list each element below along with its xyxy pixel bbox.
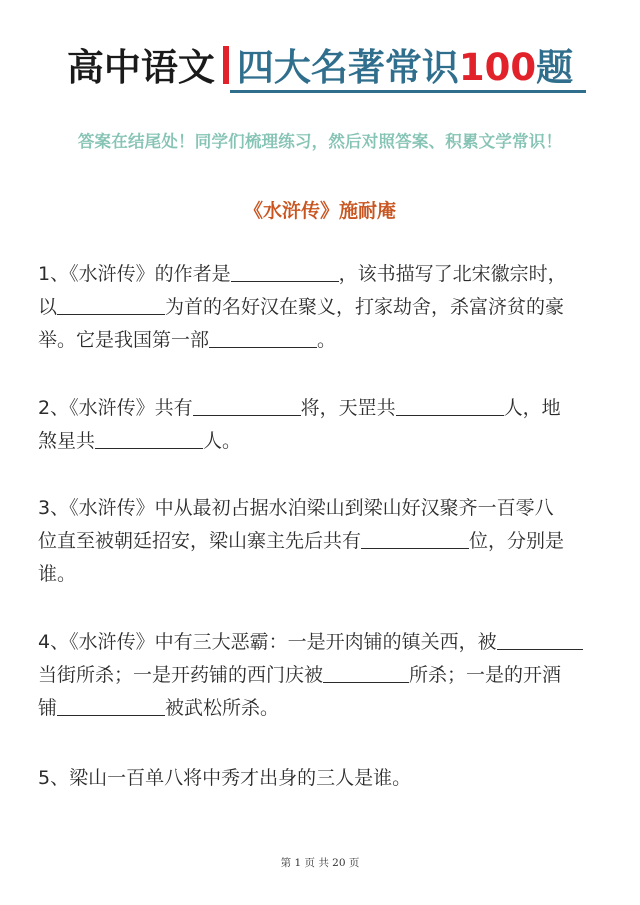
answer-blank[interactable] <box>95 426 203 449</box>
q1-text: 以 <box>38 296 58 318</box>
question-3 <box>38 492 608 591</box>
answer-blank[interactable] <box>361 526 469 549</box>
title-sub: 四大名著常识 <box>236 46 459 89</box>
page-footer: 第 1 页 共 20 页 <box>280 857 360 869</box>
question-5 <box>38 762 608 795</box>
q1-text: 举。它是我国第一部 <box>38 329 210 351</box>
q2-text: 将，天罡共 <box>300 397 396 419</box>
q1-text: 1、《水浒传》的作者是 <box>38 263 231 285</box>
title-number: 100 <box>458 46 537 89</box>
q2-text: 人。 <box>203 430 242 452</box>
section-title: 《水浒传》施耐庵 <box>243 200 396 222</box>
answer-blank[interactable] <box>57 292 165 315</box>
title-main: 高中语文 <box>66 46 215 89</box>
answer-blank[interactable] <box>193 393 301 416</box>
q4-text: 铺 <box>38 697 58 719</box>
page-title <box>0 42 640 94</box>
q1-text: 为首的名好汉在聚义，打家劫舍，杀富济贫的豪 <box>165 296 565 318</box>
q4-text: 所杀；一是的开酒 <box>409 664 562 686</box>
q5-text: 5、梁山一百单八将中秀才出身的三人是谁。 <box>38 767 412 789</box>
question-1 <box>38 258 608 357</box>
question-4 <box>38 626 608 725</box>
answer-blank[interactable] <box>396 393 504 416</box>
title-tail: 题 <box>536 46 574 89</box>
title-underline <box>230 90 586 93</box>
q3-text: 3、《水浒传》中从最初占据水泊梁山到梁山好汉聚齐一百零八 <box>38 497 554 519</box>
answer-blank[interactable] <box>323 660 409 683</box>
subtitle: 答案在结尾处！同学们梳理练习，然后对照答案、积累文学常识！ <box>77 132 563 151</box>
q4-text: 4、《水浒传》中有三大恶霸：一是开肉铺的镇关西，被 <box>38 631 497 653</box>
q2-text: 2、《水浒传》共有 <box>38 397 193 419</box>
q2-text: 人，地 <box>503 397 561 419</box>
answer-blank[interactable] <box>209 325 317 348</box>
q3-text: 谁。 <box>38 563 77 585</box>
q1-text: 。 <box>317 329 337 351</box>
q2-text: 煞星共 <box>38 430 96 452</box>
answer-blank[interactable] <box>57 693 165 716</box>
q4-text: 当街所杀；一是开药铺的西门庆被 <box>38 664 324 686</box>
q3-text: 位，分别是 <box>469 530 565 552</box>
q4-text: 被武松所杀。 <box>165 697 280 719</box>
answer-blank[interactable] <box>497 627 583 650</box>
q1-text: ，该书描写了北宋徽宗时， <box>338 263 567 285</box>
answer-blank[interactable] <box>231 259 339 282</box>
title-divider <box>223 46 229 84</box>
question-2 <box>38 392 608 458</box>
q3-text: 位直至被朝廷招安，梁山寨主先后共有 <box>38 530 362 552</box>
